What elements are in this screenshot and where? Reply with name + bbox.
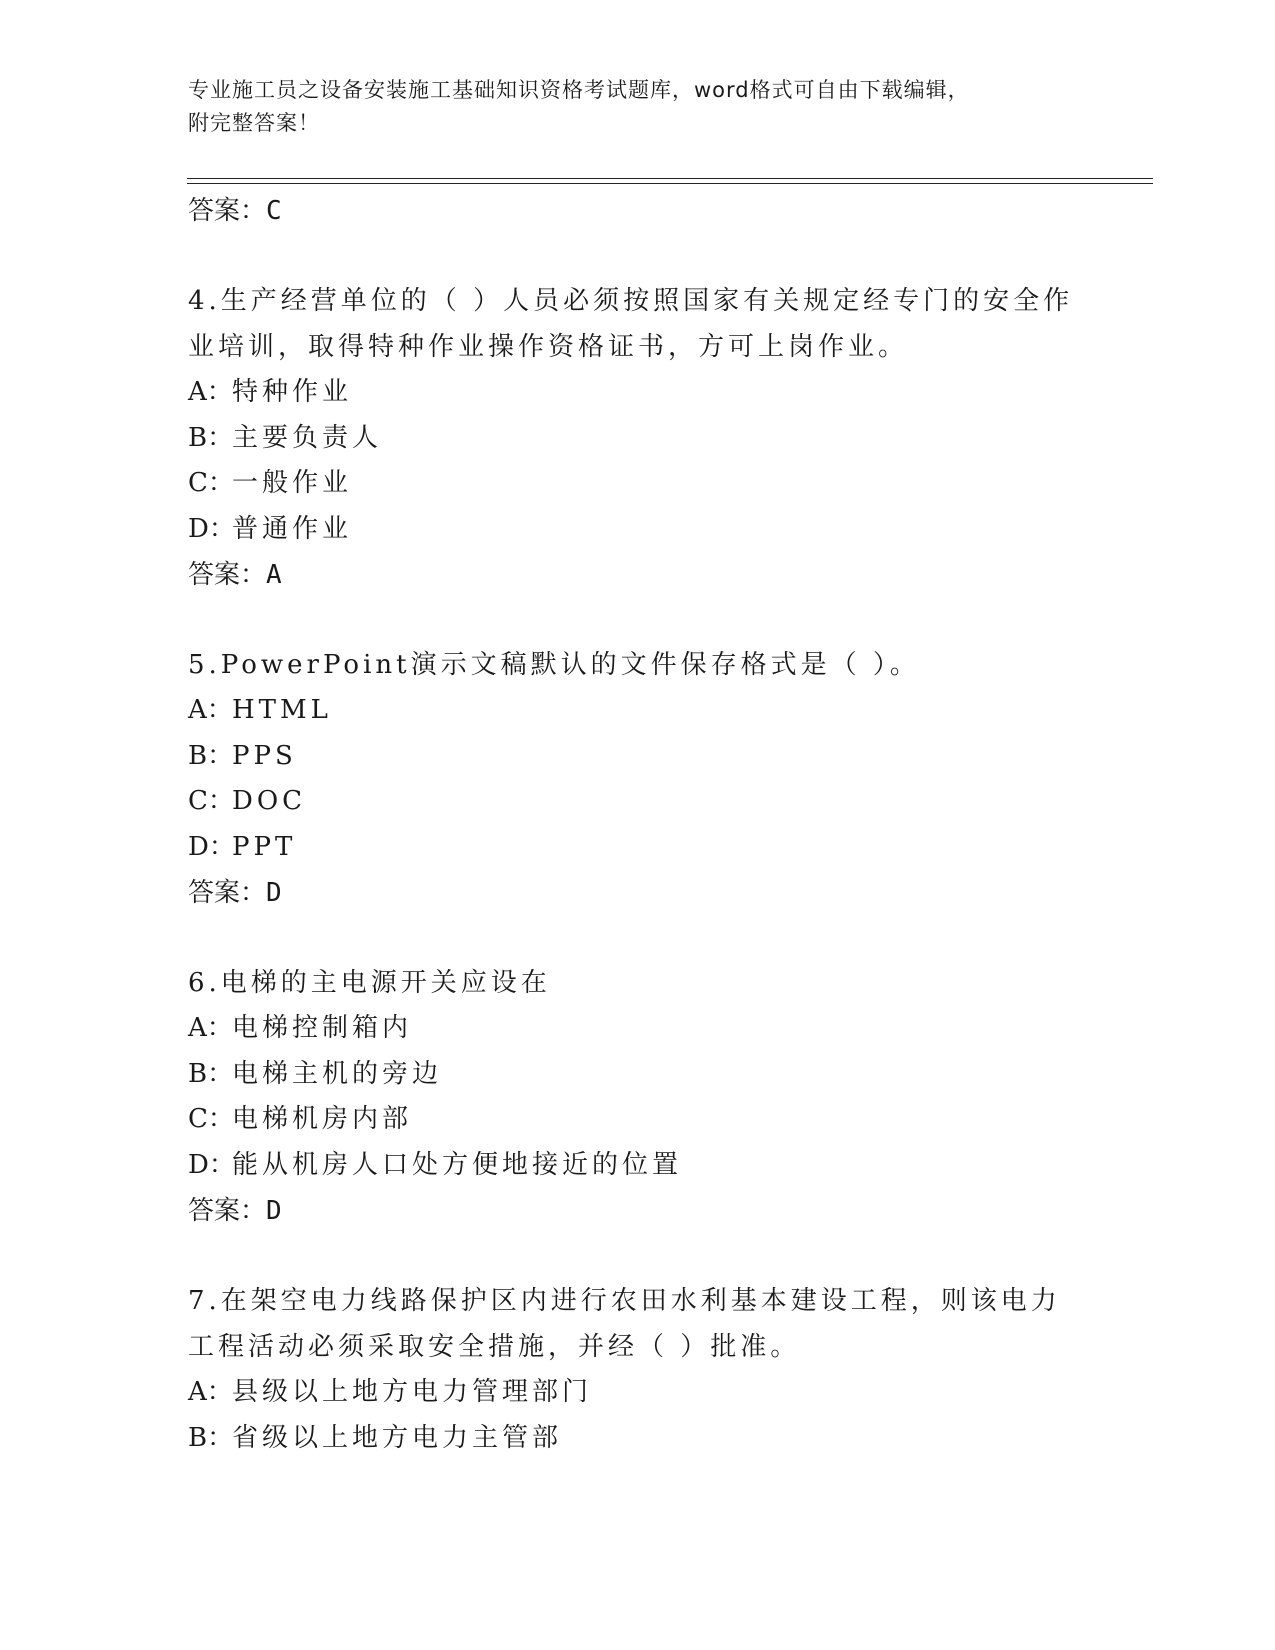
answer-value: A [266, 560, 282, 590]
question-5 [188, 642, 1088, 916]
option-b [188, 1052, 1088, 1098]
answer-value: C [266, 196, 282, 226]
question-4 [188, 278, 1088, 598]
answer-line [188, 870, 1088, 916]
option-key: A： [188, 377, 233, 407]
option-d [188, 1143, 1088, 1189]
option-c [188, 461, 1088, 507]
answer-label: 答案： [188, 1196, 267, 1226]
answer-label: 答案： [188, 196, 267, 226]
question-text: 6.电梯的主电源开关应设在 [188, 968, 551, 998]
answer-line [188, 1188, 1088, 1234]
option-key: A： [188, 695, 233, 725]
option-c [188, 1097, 1088, 1143]
option-text: PPS [232, 740, 297, 771]
page-header [188, 74, 1088, 140]
option-text: 县级以上地方电力管理部门 [232, 1377, 593, 1407]
option-b [188, 416, 1088, 462]
question-text: 7.在架空电力线路保护区内进行农田水利基本建设工程，则该电力工程活动必须采取安全措施，并经（ ）批准。 [188, 1286, 1061, 1362]
spacer [188, 598, 1088, 642]
option-text: HTML [232, 695, 332, 725]
option-b [188, 734, 1088, 780]
answer-value: D [266, 878, 282, 908]
option-b [188, 1416, 1088, 1462]
option-text: 特种作业 [232, 377, 353, 407]
option-key: C： [188, 786, 234, 816]
option-a [188, 688, 1088, 734]
answer-value: D [266, 1196, 282, 1226]
header-line-1: 专业施工员之设备安装施工基础知识资格考试题库，word格式可自由下载编辑， [188, 78, 970, 102]
question-7 [188, 1278, 1088, 1461]
option-text: 电梯机房内部 [232, 1104, 413, 1134]
option-a [188, 370, 1088, 416]
option-text: PPT [232, 831, 297, 862]
option-text: DOC [232, 786, 307, 816]
option-key: A： [188, 1013, 233, 1043]
header-line-2: 附完整答案！ [188, 111, 320, 135]
option-key: B： [188, 1058, 234, 1089]
option-key: B： [188, 1422, 234, 1453]
option-c [188, 779, 1088, 825]
option-d [188, 507, 1088, 553]
answer-line [188, 188, 1088, 234]
question-text: 4.生产经营单位的（ ）人员必须按照国家有关规定经专门的安全作业培训，取得特种作业操作资格证书，方可上岗作业。 [188, 286, 1074, 362]
question-text: 5.PowerPoint演示文稿默认的文件保存格式是（ ）。 [188, 650, 920, 680]
option-key: C： [188, 1104, 234, 1134]
option-text: 电梯主机的旁边 [232, 1058, 443, 1089]
spacer [188, 234, 1088, 278]
question-list [188, 188, 1088, 1461]
option-text: 主要负责人 [232, 422, 383, 453]
answer-label: 答案： [188, 878, 267, 908]
option-key: D： [188, 513, 235, 544]
spacer [188, 1234, 1088, 1278]
option-text: 省级以上地方电力主管部 [232, 1422, 563, 1453]
option-key: B： [188, 422, 234, 453]
option-text: 普通作业 [232, 513, 353, 544]
option-key: D： [188, 1149, 235, 1180]
option-key: A： [188, 1377, 233, 1407]
option-text: 电梯控制箱内 [232, 1013, 413, 1043]
question-6 [188, 960, 1088, 1234]
option-a [188, 1370, 1088, 1416]
option-a [188, 1006, 1088, 1052]
option-key: C： [188, 468, 234, 498]
option-key: B： [188, 740, 234, 771]
option-text: 一般作业 [232, 468, 353, 498]
option-d [188, 825, 1088, 871]
answer-line [188, 552, 1088, 598]
header-divider-bottom [187, 183, 1153, 184]
header-divider-top [187, 178, 1153, 179]
spacer [188, 916, 1088, 960]
option-key: D： [188, 831, 235, 862]
option-text: 能从机房人口处方便地接近的位置 [232, 1149, 683, 1180]
answer-label: 答案： [188, 560, 267, 590]
